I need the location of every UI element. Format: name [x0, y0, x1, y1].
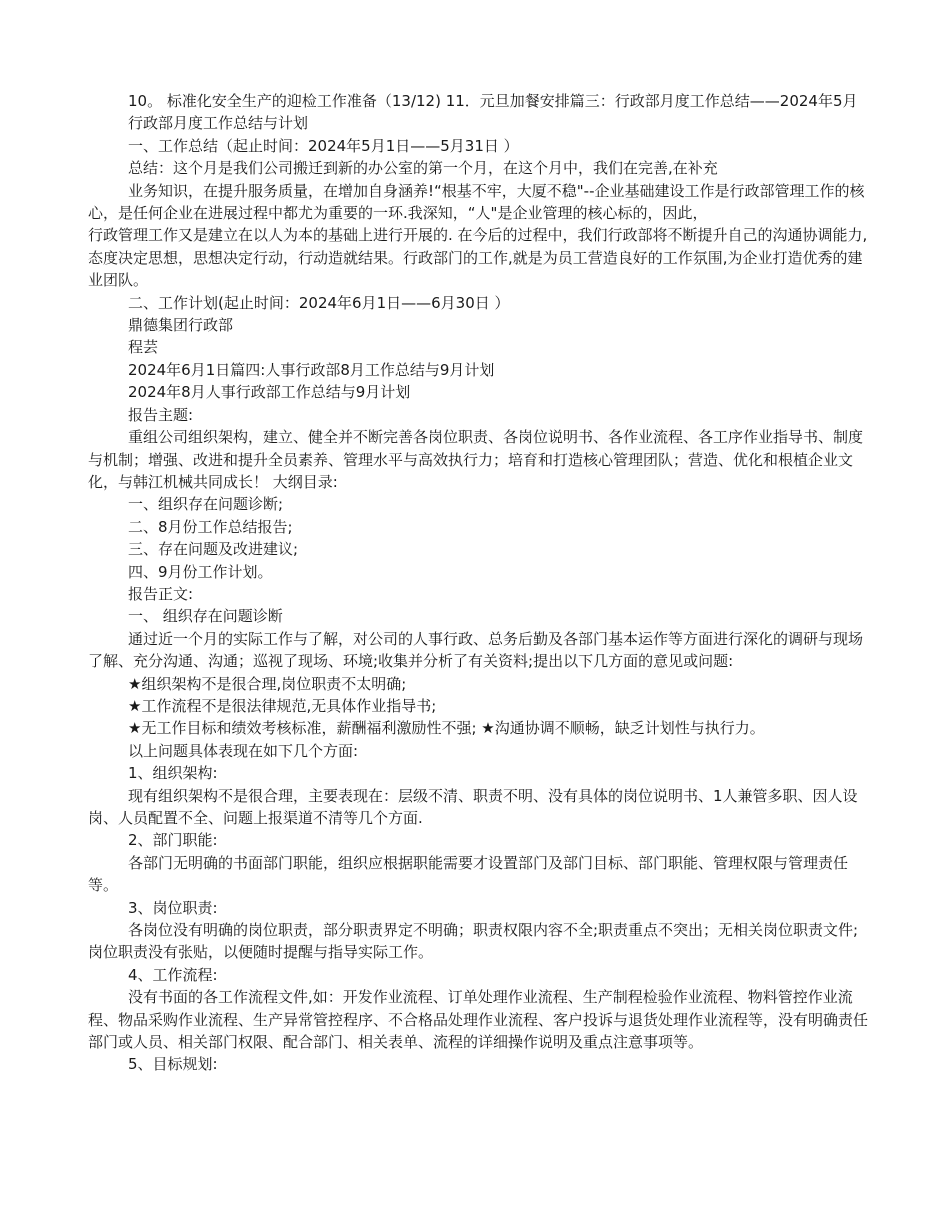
- text-line: 总结：这个月是我们公司搬迁到新的办公室的第一个月，在这个月中，我们在完善,在补充: [128, 159, 718, 178]
- section-heading: 二、工作计划(起止时间：2024年6月1日——6月30日 ）: [128, 293, 510, 312]
- bullet-item: ★组织架构不是很合理,岗位职责不太明确;: [128, 674, 407, 693]
- subheading: 4、工作流程:: [128, 965, 218, 984]
- text-line: 报告正文:: [128, 584, 194, 603]
- bullet-item: ★工作流程不是很法律规范,无具体作业指导书;: [128, 696, 437, 715]
- subheading: 1、组织架构:: [128, 764, 218, 783]
- section-heading: 一、工作总结（起止时间：2024年5月1日——5月31日 ）: [128, 136, 519, 155]
- paragraph: 没有书面的各工作流程文件,如：开发作业流程、订单处理作业流程、生产制程检验作业流程、物料管控作业流程、物品采购作业流程、生产异常管控程序、不合格品处理作业流程、客户投诉与退货处理作业流程等，没有明确责任部门或人员、相关部门权限、配合部门、相关表单、流程的详细操作说明及重点注意事项等。: [88, 988, 869, 1052]
- text-line: 以上问题具体表现在如下几个方面:: [128, 741, 359, 760]
- outline-item: 二、8月份工作总结报告;: [128, 517, 293, 536]
- paragraph: 各部门无明确的书面部门职能，组织应根据职能需要才设置部门及部门目标、部门职能、管理权限与管理责任等。: [88, 853, 849, 895]
- document-body: [88, 90, 868, 1076]
- text-line: 行政部月度工作总结与计划: [128, 114, 309, 133]
- paragraph: 各岗位没有明确的岗位职责，部分职责界定不明确；职责权限内容不全;职责重点不突出；无相关岗位职责文件;岗位职责没有张贴，以便随时提醒与指导实际工作。: [88, 921, 859, 962]
- section-heading: 一、 组织存在问题诊断: [128, 607, 283, 626]
- paragraph: 业务知识，在提升服务质量，在增加自身涵养!“根基不牢，大厦不稳"--企业基础建设工作是行政部管理工作的核心，是任何企业在进展过程中都尤为重要的一环.我深知，“人"是企业管理的核心标的，因此，: [88, 181, 865, 223]
- text-line: 10。 标准化安全生产的迎检工作准备（13/12) 11．元旦加餐安排篇三：行政部月度工作总结——2024年5月: [128, 92, 858, 110]
- outline-item: 四、9月份工作计划。: [128, 562, 273, 581]
- paragraph: 重组公司组织架构，建立、健全并不断完善各岗位职责、各岗位说明书、各作业流程、各工序作业指导书、制度与机制；增强、改进和提升全员素养、管理水平与高效执行力；培育和打造核心管理团队；营造、优化和根植企业文化，与韩江机械共同成长！ 大纲目录:: [88, 428, 864, 491]
- subheading: 5、目标规划:: [128, 1055, 218, 1074]
- outline-item: 一、组织存在问题诊断;: [128, 495, 284, 514]
- text-line: 报告主题:: [128, 405, 194, 424]
- outline-item: 三、存在问题及改进建议;: [128, 540, 299, 559]
- paragraph: 通过近一个月的实际工作与了解，对公司的人事行政、总务后勤及各部门基本运作等方面进行深化的调研与现场了解、充分沟通、沟通；巡视了现场、环境;收集并分析了有关资料;提出以下几方面的意见或问题:: [88, 629, 864, 671]
- document-title: 2024年8月人事行政部工作总结与9月计划: [128, 383, 411, 402]
- paragraph: 现有组织架构不是很合理，主要表现在：层级不清、职责不明、没有具体的岗位说明书、1人兼管多职、因人设岗、人员配置不全、问题上报渠道不清等几个方面.: [88, 786, 858, 827]
- signature-name: 程芸: [128, 338, 159, 357]
- paragraph: 行政管理工作又是建立在以人为本的基础上进行开展的. 在今后的过程中，我们行政部将不断提升自己的沟通协调能力,态度决定思想，思想决定行动，行动造就结果。行政部门的工作,就是为员工营造良好的工作氛围,为企业打造优秀的建业团队。: [88, 226, 868, 290]
- text-line: 2024年6月1日篇四:人事行政部8月工作总结与9月计划: [128, 360, 495, 379]
- bullet-item: ★无工作目标和绩效考核标准，薪酬福利激励性不强; ★沟通协调不顺畅，缺乏计划性与执行力。: [128, 719, 765, 738]
- subheading: 3、岗位职责:: [128, 898, 218, 917]
- signature-org: 鼎德集团行政部: [128, 316, 234, 335]
- subheading: 2、部门职能:: [128, 831, 218, 850]
